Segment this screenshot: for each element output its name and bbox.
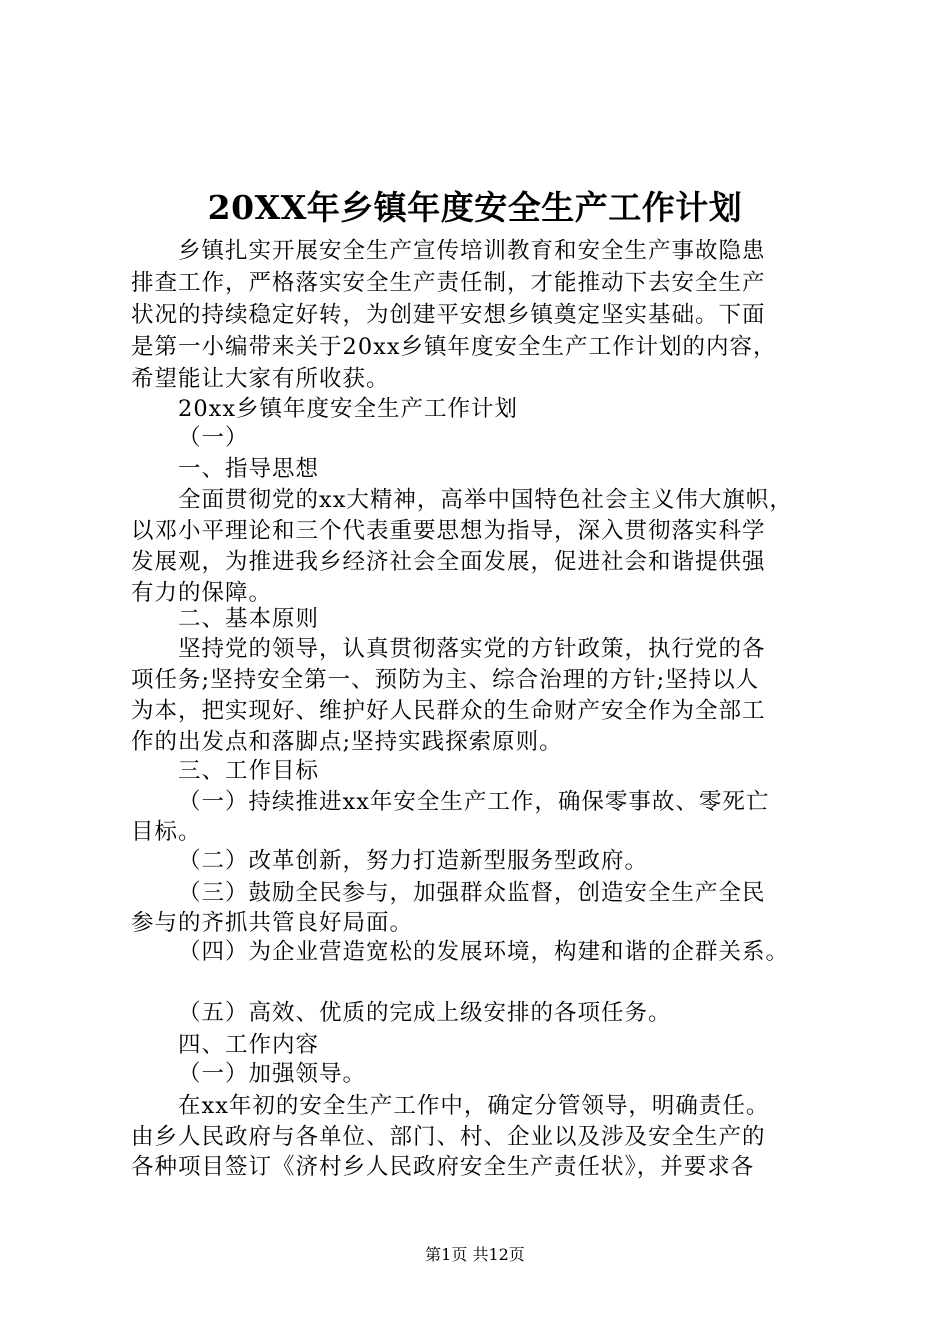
paragraph-line: 是第一小编带来关于20xx乡镇年度安全生产工作计划的内容， <box>131 334 777 360</box>
paragraph-line: （三）鼓励全民参与，加强群众监督，创造安全生产全民 <box>178 880 766 906</box>
paragraph-line: 由乡人民政府与各单位、部门、村、企业以及涉及安全生产的 <box>131 1124 766 1150</box>
paragraph-line: 作的出发点和落脚点;坚持实践探索原则。 <box>131 729 563 755</box>
section-heading: 四、工作内容 <box>178 1032 320 1058</box>
paragraph-line: （一）持续推进xx年安全生产工作，确保零事故、零死亡 <box>178 789 770 815</box>
paragraph-line: 全面贯彻党的xx大精神，高举中国特色社会主义伟大旗帜， <box>178 487 793 513</box>
paragraph-line: 以邓小平理论和三个代表重要思想为指导，深入贯彻落实科学 <box>131 518 766 544</box>
section-marker: （一） <box>178 425 249 451</box>
document-title: 20XX年乡镇年度安全生产工作计划 <box>207 188 743 227</box>
section-heading: 三、工作目标 <box>178 758 320 784</box>
paragraph-line: 各种项目签订《济村乡人民政府安全生产责任状》，并要求各 <box>131 1154 755 1180</box>
paragraph-line: （二）改革创新，努力打造新型服务型政府。 <box>178 848 649 874</box>
section-heading: 一、指导思想 <box>178 456 320 482</box>
paragraph-line: 坚持党的领导，认真贯彻落实党的方针政策，执行党的各 <box>178 636 766 662</box>
paragraph-line: 乡镇扎实开展安全生产宣传培训教育和安全生产事故隐患 <box>178 238 766 264</box>
paragraph-line: 发展观，为推进我乡经济社会全面发展，促进社会和谐提供强 <box>131 549 766 575</box>
paragraph-line: 排查工作，严格落实安全生产责任制，才能推动下去安全生产 <box>131 270 766 296</box>
paragraph-line: （四）为企业营造宽松的发展环境，构建和谐的企群关系。 <box>178 939 790 965</box>
paragraph-line: 在xx年初的安全生产工作中，确定分管领导，明确责任。 <box>178 1093 770 1119</box>
page-number-footer: 第1页 共12页 <box>425 1245 525 1264</box>
paragraph-line: （五）高效、优质的完成上级安排的各项任务。 <box>178 1000 672 1026</box>
paragraph-line: 参与的齐抓共管良好局面。 <box>131 910 414 936</box>
section-heading: 二、基本原则 <box>178 606 320 632</box>
paragraph-line: 有力的保障。 <box>131 580 273 606</box>
paragraph-line: 目标。 <box>131 819 202 845</box>
paragraph-line: 为本，把实现好、维护好人民群众的生命财产安全作为全部工 <box>131 698 766 724</box>
paragraph-line: 状况的持续稳定好转，为创建平安想乡镇奠定坚实基础。下面 <box>131 302 766 328</box>
subtitle-line: 20xx乡镇年度安全生产工作计划 <box>178 396 519 422</box>
paragraph-line: （一）加强领导。 <box>178 1061 367 1087</box>
paragraph-line: 希望能让大家有所收获。 <box>131 366 390 392</box>
paragraph-line: 项任务;坚持安全第一、预防为主、综合治理的方针;坚持以人 <box>131 667 760 693</box>
